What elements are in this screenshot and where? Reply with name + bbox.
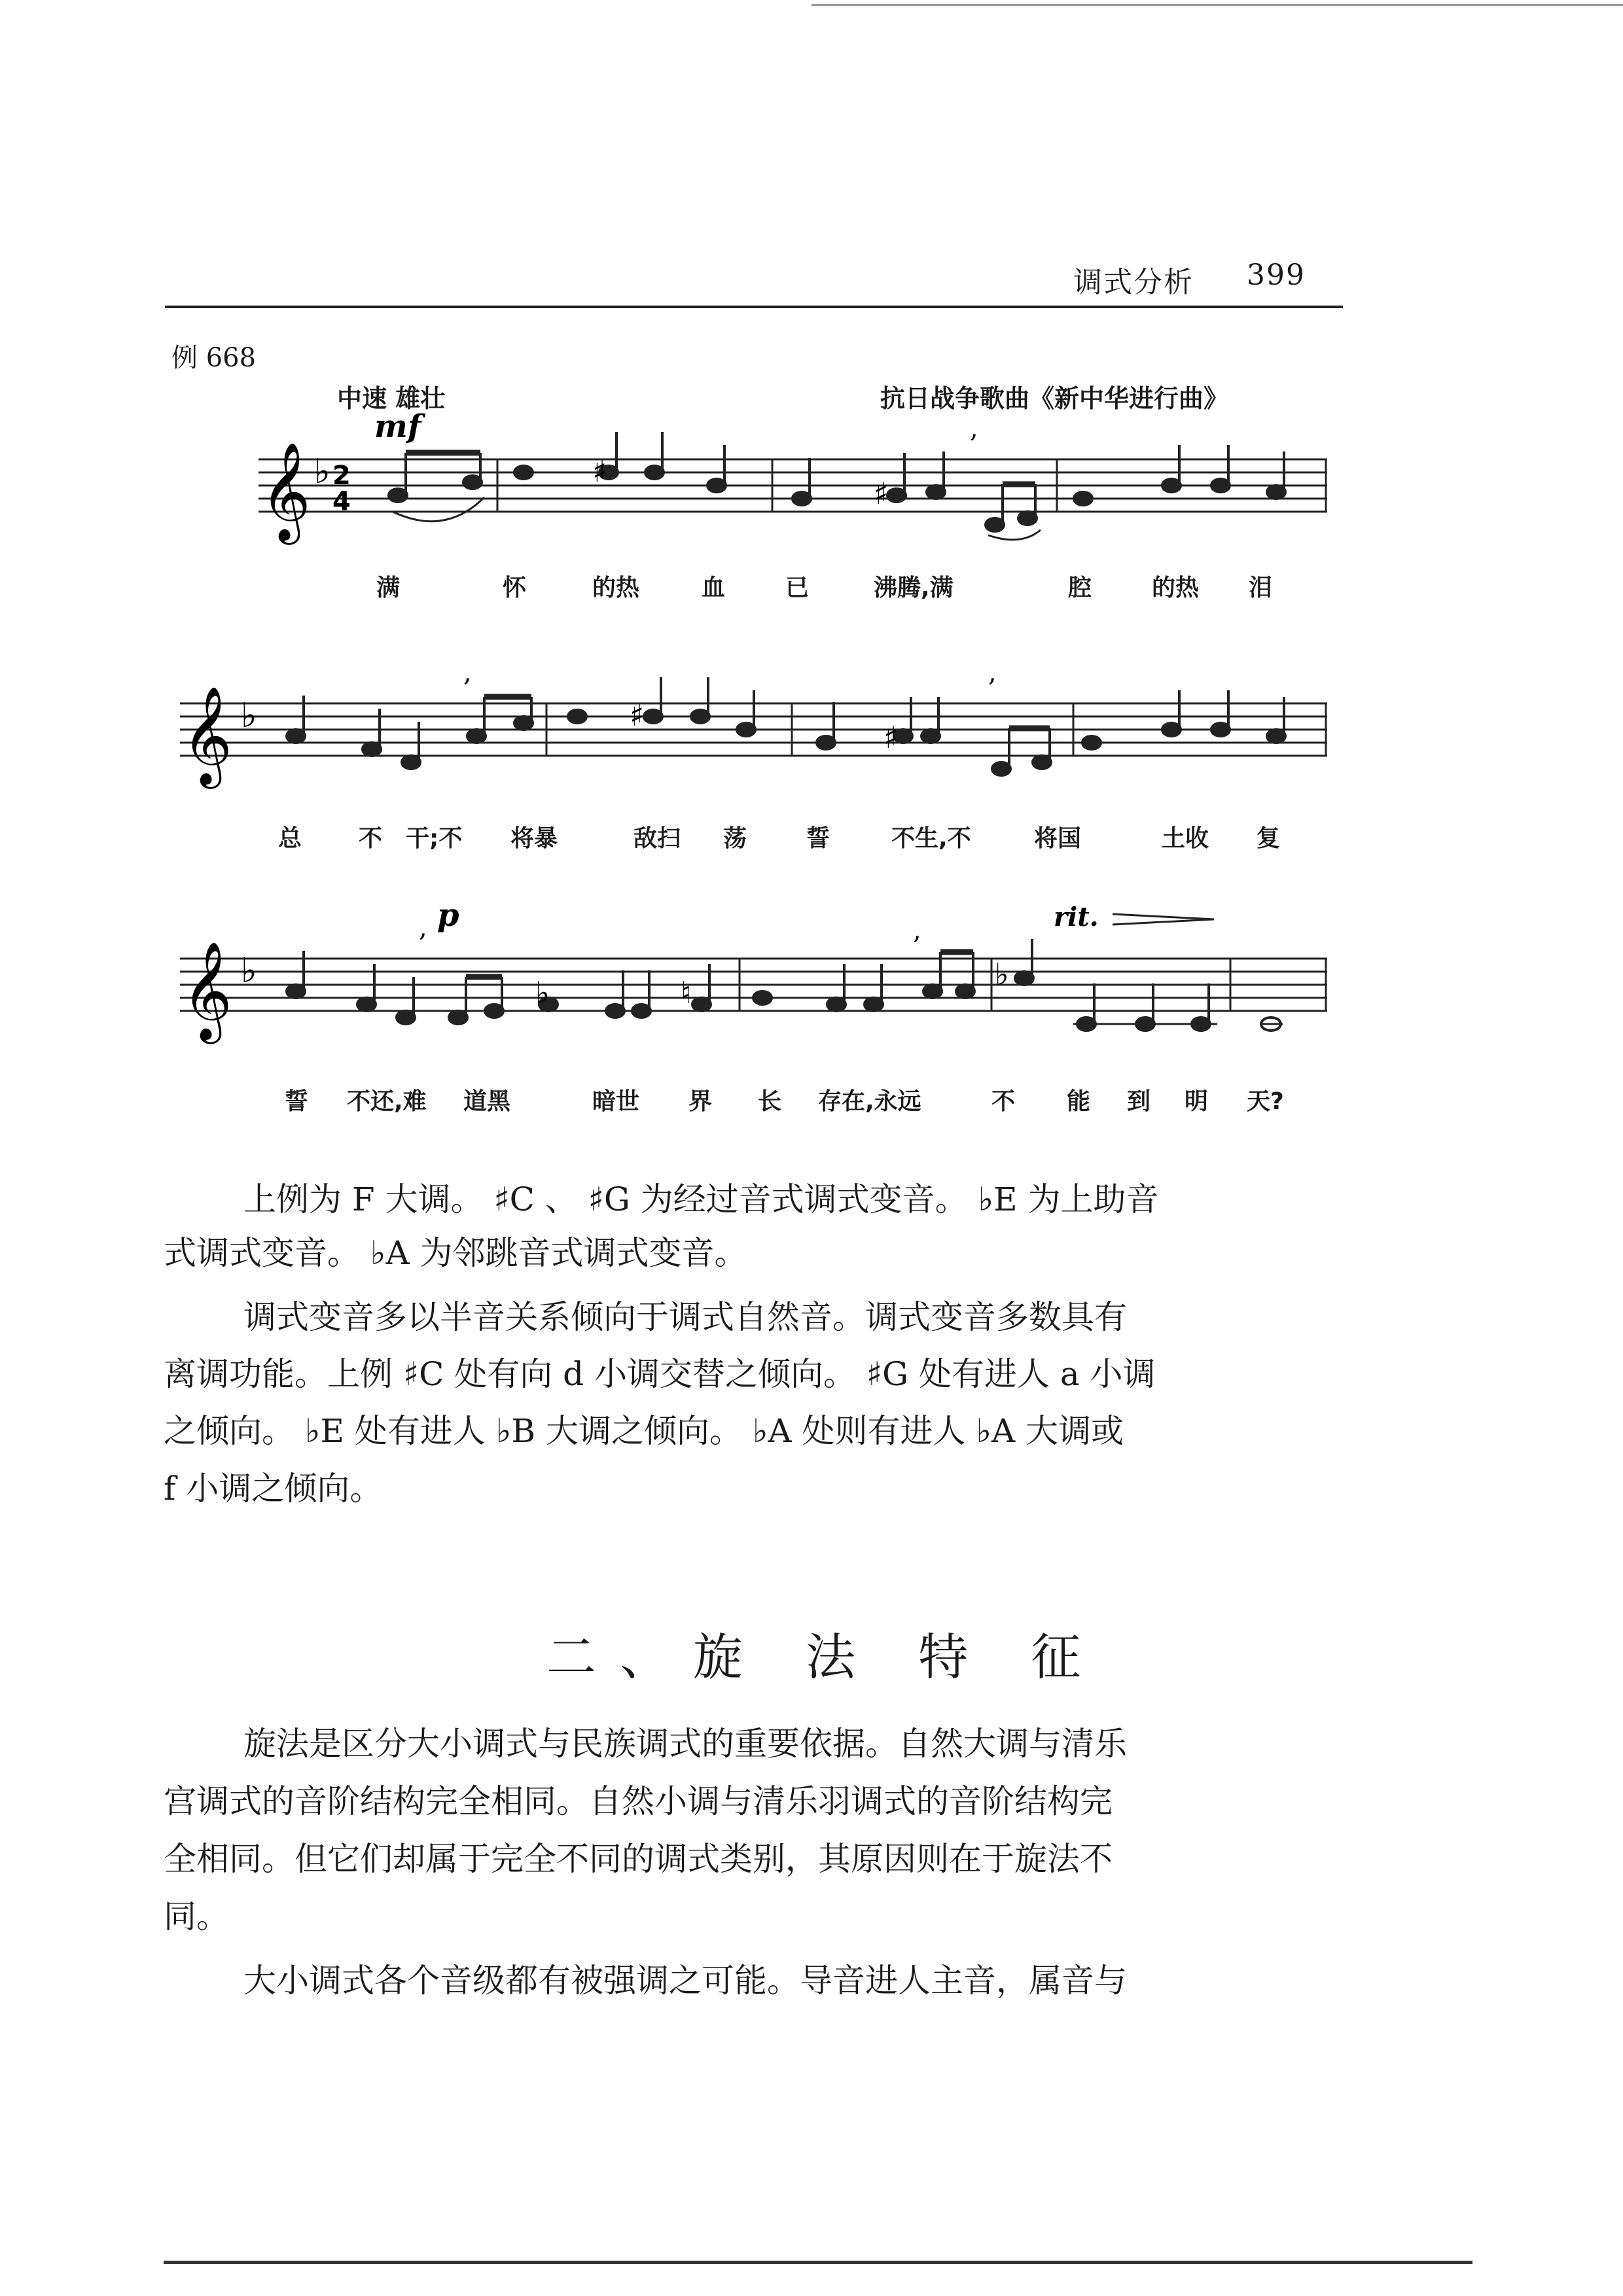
paragraph-text: ♯C 、 ♯G 为经过音式调式变音。 ♭E 为上助音 bbox=[493, 1180, 1159, 1218]
breath-mark-icon: , bbox=[970, 414, 978, 444]
paragraph-text: f 小调之倾向。 bbox=[164, 1470, 383, 1508]
lyric-line-2-syllable: 土收 bbox=[1162, 825, 1209, 852]
lyric-line-3-syllable: 不 bbox=[991, 1088, 1016, 1115]
natural-icon: ♮ bbox=[681, 975, 692, 1010]
flat-key-signature-icon: ♭ bbox=[241, 696, 257, 735]
treble-clef-icon: 𝄞 bbox=[182, 940, 232, 1040]
paragraph-line: 大小调式各个音级都有被强调之可能。导音进人主音，属音与 bbox=[243, 1962, 1127, 2000]
paragraph-line: 宫调式的音阶结构完全相同。自然小调与清乐羽调式的音阶结构完 bbox=[164, 1782, 1113, 1820]
lyric-line-1-syllable: 怀 bbox=[503, 574, 527, 601]
paragraph-line bbox=[164, 1412, 1329, 1450]
top-edge-rule bbox=[812, 4, 1623, 6]
paragraph-line: 同。 bbox=[164, 1898, 229, 1935]
lyric-line-1-syllable: 沸腾,满 bbox=[874, 574, 954, 601]
lyric-line-2-syllable: 荡 bbox=[723, 825, 747, 852]
paragraph-text: 上例为 F 大调。 bbox=[243, 1180, 484, 1218]
paragraph-text: 调式变音多以半音关系倾向于调式自然音。调式变音多数具有 bbox=[243, 1298, 1127, 1336]
music-staff-3 bbox=[0, 893, 1623, 1076]
dynamic-mf: mf bbox=[374, 408, 421, 445]
paragraph-text: 之倾向。 ♭E 处有进人 ♭B 大调之倾向。 ♭A 处则有进人 ♭A 大调或 bbox=[164, 1412, 1124, 1450]
lyric-line-3-syllable: 暗世 bbox=[592, 1088, 640, 1115]
paragraph-text: 式调式变音。 ♭A 为邻跳音式调式变音。 bbox=[164, 1234, 747, 1272]
lyric-line-2-syllable: 复 bbox=[1257, 825, 1281, 852]
lyric-line-2-syllable: 敌扫 bbox=[633, 825, 681, 852]
lyric-line-3-syllable: 天? bbox=[1247, 1088, 1284, 1115]
sharp-icon: ♯ bbox=[592, 453, 607, 489]
lyric-line-3-syllable: 道黑 bbox=[463, 1088, 511, 1115]
lyric-line-1-syllable: 泪 bbox=[1249, 574, 1273, 601]
lyric-line-2-syllable: 将国 bbox=[1034, 825, 1082, 852]
breath-mark-icon: , bbox=[988, 658, 997, 688]
lyric-line-1-syllable: 已 bbox=[785, 574, 810, 601]
lyric-line-3-syllable: 到 bbox=[1127, 1088, 1151, 1115]
tempo-marking: 中速 雄壮 bbox=[337, 384, 446, 413]
music-staff-1 bbox=[0, 406, 1623, 576]
bottom-scan-rule bbox=[164, 2261, 1472, 2264]
lyric-line-3-syllable: 不还,难 bbox=[347, 1088, 427, 1115]
lyric-line-3-syllable: 明 bbox=[1185, 1088, 1209, 1115]
breath-mark-icon: , bbox=[419, 913, 427, 943]
flat-key-signature-icon: ♭ bbox=[314, 452, 330, 491]
paragraph-line bbox=[243, 1180, 1408, 1218]
lyric-line-1-syllable: 血 bbox=[702, 574, 726, 601]
lyric-line-2-syllable: 誓 bbox=[806, 825, 830, 852]
song-source: 抗日战争歌曲《新中华进行曲》 bbox=[880, 384, 1229, 413]
paragraph-line: 全相同。但它们却属于完全不同的调式类别，其原因则在于旋法不 bbox=[164, 1840, 1113, 1878]
example-label: 例 668 bbox=[171, 343, 257, 373]
flat-icon: ♭ bbox=[535, 975, 550, 1010]
page-number: 399 bbox=[1247, 258, 1306, 292]
sharp-icon: ♯ bbox=[883, 720, 899, 755]
lyric-line-1-syllable: 满 bbox=[376, 574, 401, 601]
lyric-line-1-syllable: 的热 bbox=[1152, 574, 1200, 601]
music-staff-2 bbox=[0, 651, 1623, 821]
header-rule bbox=[165, 306, 1343, 308]
paragraph-line bbox=[243, 1298, 1408, 1336]
dynamic-p: p bbox=[437, 897, 459, 934]
lyric-line-2-syllable: 将暴 bbox=[510, 825, 558, 852]
sharp-icon: ♯ bbox=[874, 476, 889, 511]
treble-clef-icon: 𝄞 bbox=[260, 441, 311, 540]
sharp-icon: ♯ bbox=[630, 698, 645, 733]
lyric-line-2-syllable: 干;不 bbox=[406, 825, 463, 852]
paragraph-line bbox=[164, 1234, 1329, 1272]
lyric-line-3-syllable: 界 bbox=[688, 1088, 713, 1115]
lyric-line-2-syllable: 不 bbox=[359, 825, 383, 852]
lyric-line-1-syllable: 腔 bbox=[1068, 574, 1092, 601]
ritardando-marking: rit. bbox=[1054, 902, 1099, 932]
flat-key-signature-icon: ♭ bbox=[241, 951, 257, 991]
breath-mark-icon: , bbox=[913, 915, 921, 945]
paragraph-line: 旋法是区分大小调式与民族调式的重要依据。自然大调与清乐 bbox=[243, 1725, 1127, 1763]
paragraph-line bbox=[164, 1470, 1329, 1508]
paragraph-text: 离调功能。上例 ♯C 处有向 d 小调交替之倾向。 ♯G 处有进人 a 小调 bbox=[164, 1355, 1156, 1393]
lyric-line-2-syllable: 不生,不 bbox=[891, 825, 971, 852]
time-signature-top: 2 bbox=[332, 461, 351, 491]
paragraph-line bbox=[164, 1355, 1329, 1393]
treble-clef-icon: 𝄞 bbox=[182, 685, 232, 785]
lyric-line-3-syllable: 誓 bbox=[285, 1088, 309, 1115]
section-heading: 二、旋 法 特 征 bbox=[546, 1628, 1105, 1686]
flat-icon: ♭ bbox=[995, 957, 1009, 992]
lyric-line-1-syllable: 的热 bbox=[592, 574, 640, 601]
lyric-line-2-syllable: 总 bbox=[278, 825, 302, 852]
breath-mark-icon: , bbox=[463, 658, 472, 688]
decrescendo-hairpin-icon bbox=[1113, 914, 1214, 925]
lyric-line-3-syllable: 长 bbox=[758, 1088, 782, 1115]
lyric-line-3-syllable: 能 bbox=[1067, 1088, 1091, 1115]
time-signature-bottom: 4 bbox=[332, 487, 351, 517]
lyric-line-3-syllable: 存在,永远 bbox=[818, 1088, 921, 1115]
running-header-title: 调式分析 bbox=[1073, 266, 1194, 299]
